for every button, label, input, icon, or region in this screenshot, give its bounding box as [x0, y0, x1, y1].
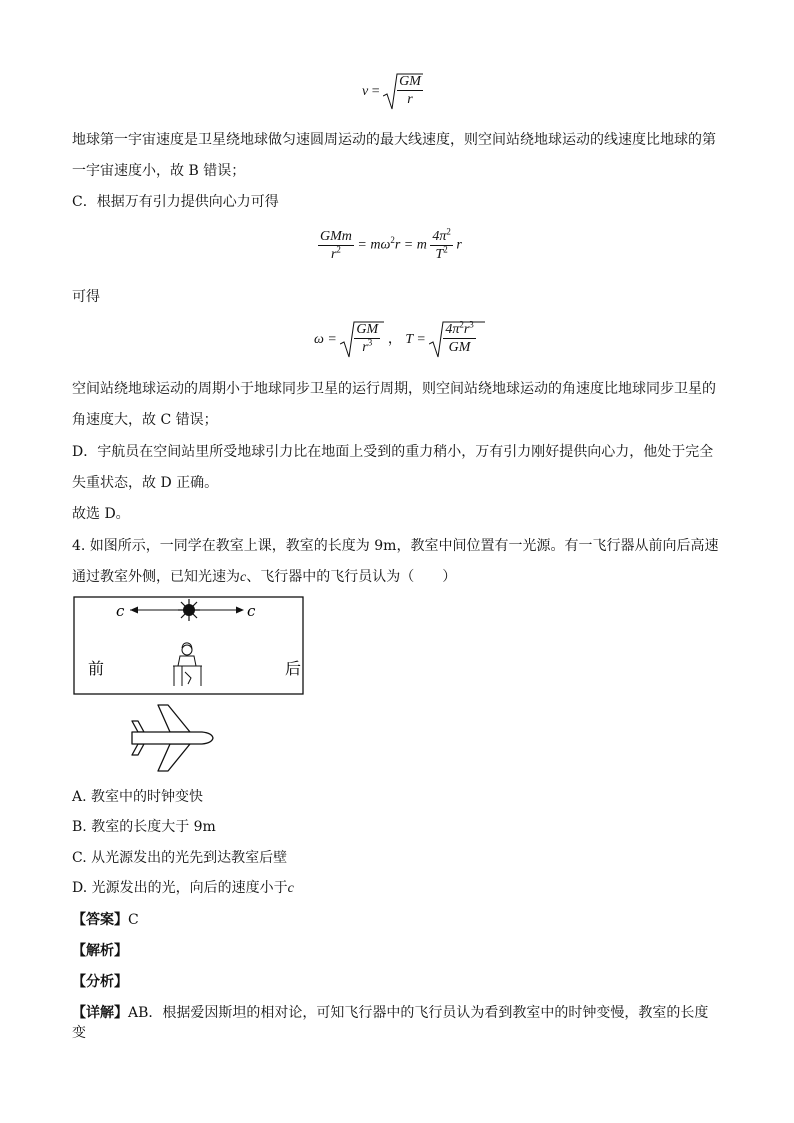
detail-label: 【详解】: [72, 1005, 128, 1021]
eq-v-symbol: v: [362, 84, 369, 100]
option-d: [72, 878, 722, 899]
detail-text: AB．根据爱因斯坦的相对论，可知飞行器中的飞行员认为看到教室中的时钟变慢，教室的长度变: [72, 1005, 709, 1041]
c-left-label: c: [116, 602, 125, 620]
fenxi-heading: 【分析】: [72, 974, 128, 990]
eq-c-mid2: r = m: [394, 237, 427, 253]
front-label: 前: [88, 659, 105, 678]
eq-c-mid: = mω: [357, 237, 391, 253]
answer-value: C: [128, 912, 139, 928]
eq-c-numerator-2: 4π: [432, 229, 447, 244]
question-4-stem-part-a: 通过教室外侧，已知光速为: [72, 569, 240, 585]
paragraph-period-compare: 空间站绕地球运动的周期小于地球同步卫星的运行周期，则空间站绕地球运动的角速度比地球同步卫星的: [72, 381, 716, 397]
equation-omega-period: ω = $\frac{GM}{r^3}$ ， T = $\frac{4\pi^2r^3}{GM}$: [314, 320, 485, 360]
paragraph-b-wrong: 一宇宙速度小，故 B 错误；: [72, 163, 246, 179]
eq-period-denominator: GM: [448, 340, 471, 355]
answer-label: 【答案】: [72, 912, 128, 928]
eq-period-lhs: T =: [405, 332, 426, 348]
eq-v-denominator: r: [407, 92, 413, 107]
paragraph-c-intro: C．根据万有引力提供向心力可得: [72, 194, 279, 210]
eq-omega-numerator: GM: [356, 322, 379, 337]
paragraph-d-explain: D．宇航员在空间站里所受地球引力比在地面上受到的重力稍小，万有引力刚好提供向心力，他处于完全: [72, 444, 714, 460]
eq-period-numerator-r: r: [463, 322, 470, 337]
classroom-figure: [70, 594, 310, 778]
analysis-heading: 【解析】: [72, 943, 128, 959]
detail-line: [72, 1003, 722, 1043]
paragraph-choose-d: 故选 D。: [72, 506, 130, 522]
eq-c-numerator-1: GMm: [320, 229, 352, 244]
eq-omega-lhs: ω =: [314, 332, 337, 348]
answer-line: [72, 910, 722, 930]
eq-period-numerator: 4π: [445, 322, 460, 337]
equation-centripetal: $\frac{\text{GMm}}{r^2}$ = $m\omega^2r = m$ $\frac{4\pi^2}{T^2}$ r: [320, 226, 462, 262]
question-4-stem-c: c: [240, 570, 247, 585]
left-arrowhead-icon: [130, 607, 138, 614]
equation-orbital-velocity: v = $\frac{GM}{r}$: [362, 72, 423, 112]
paragraph-c-wrong: 角速度大，故 C 错误；: [72, 412, 218, 428]
eq-c-tail: r: [456, 237, 462, 253]
light-source-icon: [178, 599, 200, 621]
option-a: A. 教室中的时钟变快: [72, 789, 204, 805]
eq-c-denominator-1: r: [330, 247, 337, 262]
eq-omega-denominator: r: [362, 340, 368, 355]
eq-c-denominator-2: T: [435, 247, 444, 262]
aircraft-icon: [132, 705, 213, 771]
option-d-var: c: [287, 881, 294, 896]
right-arrowhead-icon: [236, 607, 244, 614]
question-4-stem-line1: 4. 如图所示，一同学在教室上课，教室的长度为 9m，教室中间位置有一光源。有一飞行器从前向后高速: [72, 538, 719, 554]
c-right-label: c: [247, 602, 256, 620]
eq-v-numerator: GM: [399, 74, 421, 89]
question-4-stem-part-b: 、飞行器中的飞行员认为（ ）: [246, 569, 457, 585]
paragraph-d-correct: 失重状态，故 D 正确。: [72, 475, 219, 491]
option-b: B. 教室的长度大于 9m: [72, 819, 216, 835]
back-label: 后: [285, 659, 302, 678]
paragraph-first-cosmic-speed: 地球第一宇宙速度是卫星绕地球做匀速圆周运动的最大线速度，则空间站绕地球运动的线速度比地球的第: [72, 132, 716, 148]
option-c: C. 从光源发出的光先到达教室后壁: [72, 850, 288, 866]
paragraph-kede: 可得: [72, 289, 100, 305]
question-4-stem-line2: [72, 567, 722, 588]
sqrt-sign: [383, 72, 423, 112]
option-d-text: D. 光源发出的光，向后的速度小于: [72, 880, 288, 896]
student-icon: [173, 643, 202, 686]
